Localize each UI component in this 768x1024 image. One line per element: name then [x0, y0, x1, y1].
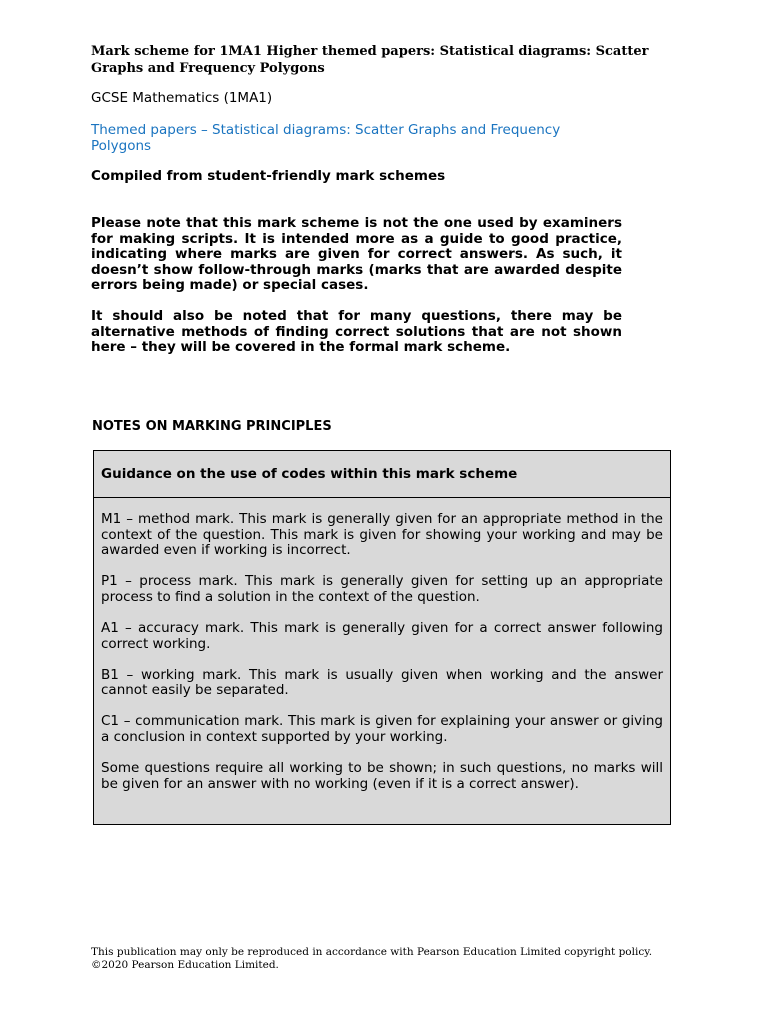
code-m1-description: M1 – method mark. This mark is generally given for an appropriate method in the context of the question. This mark is given for showing your working and may be awarded even if working is incorrect. — [101, 511, 663, 559]
guidance-table-header: Guidance on the use of codes within this mark scheme — [94, 451, 670, 498]
marking-principles-heading: NOTES ON MARKING PRINCIPLES — [92, 419, 332, 434]
themed-paper-title: Themed papers – Statistical diagrams: Scatter Graphs and Frequency Polygons — [91, 122, 561, 154]
guidance-table — [93, 450, 671, 825]
copyright-footer — [91, 946, 652, 972]
alternative-methods-paragraph: It should also be noted that for many questions, there may be alternative methods of finding correct solutions that are not shown here – they will be covered in the formal mark scheme. — [91, 308, 622, 356]
copyright-line: This publication may only be reproduced in accordance with Pearson Education Limited copyright policy. — [91, 946, 653, 958]
code-c1-description: C1 – communication mark. This mark is given for explaining your answer or giving a conclusion in context supported by your working. — [101, 713, 663, 745]
code-p1-description: P1 – process mark. This mark is generally given for setting up an appropriate process to find a solution in the context of the question. — [101, 573, 663, 605]
compiled-note: Compiled from student-friendly mark schemes — [91, 168, 446, 184]
working-shown-note: Some questions require all working to be shown; in such questions, no marks will be given for an answer with no working (even if it is a correct answer). — [101, 760, 663, 792]
copyright-year-line: ©2020 Pearson Education Limited. — [91, 959, 279, 971]
disclaimer-paragraph: Please note that this mark scheme is not the one used by examiners for making scripts. It is intended more as a guide to good practice, indicating where marks are given for correct answers. As such, it doesn’t show follow-through marks (marks that are awarded despite errors being made) or special cases. — [91, 215, 622, 294]
document-title: Mark scheme for 1MA1 Higher themed papers: Statistical diagrams: Scatter Graphs and Frequency Polygons — [91, 44, 649, 76]
subject-heading: GCSE Mathematics (1MA1) — [91, 90, 273, 106]
code-a1-description: A1 – accuracy mark. This mark is generally given for a correct answer following correct working. — [101, 619, 663, 652]
code-b1-description: B1 – working mark. This mark is usually given when working and the answer cannot easily be separated. — [101, 666, 663, 699]
guidance-table-body — [94, 498, 670, 792]
